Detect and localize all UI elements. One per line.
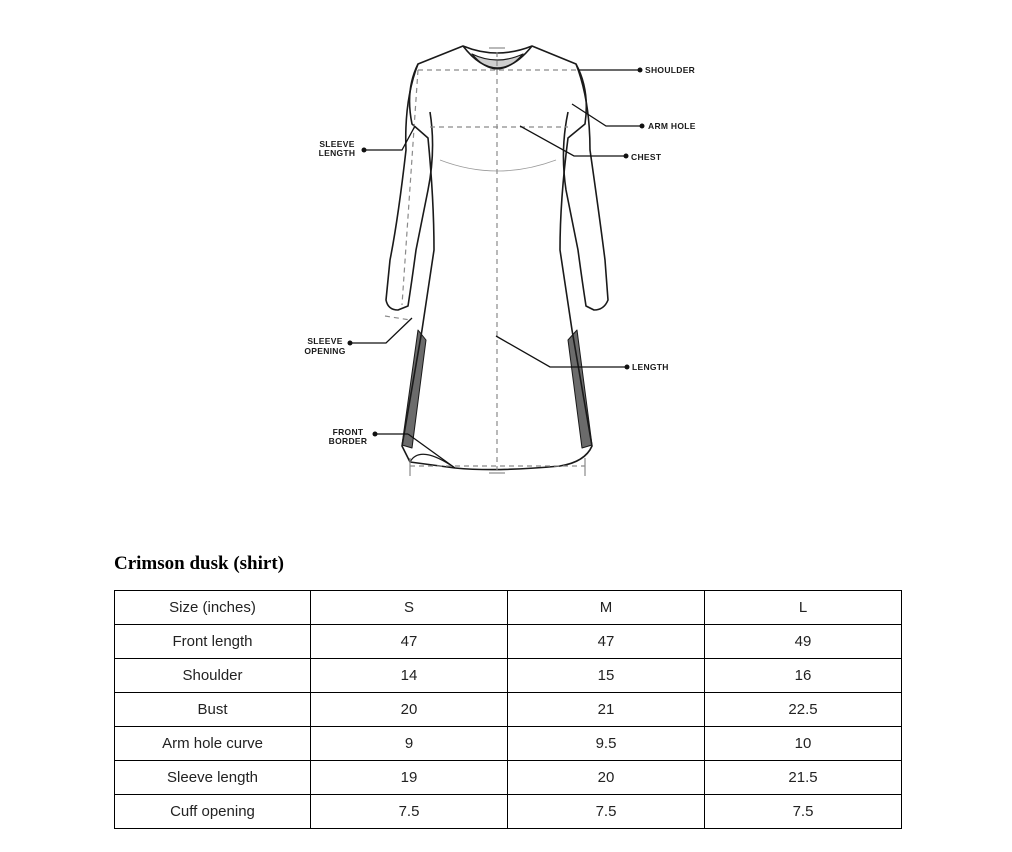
table-row xyxy=(115,693,902,727)
callout-sleeve-opening-line1: SLEEVE xyxy=(307,336,343,346)
row-label: Bust xyxy=(115,693,311,727)
table-row xyxy=(115,625,902,659)
waist-seam xyxy=(440,160,556,171)
table-cell: 10 xyxy=(705,727,902,761)
table-header-row xyxy=(115,591,902,625)
right-slit-shading xyxy=(568,330,592,448)
table-cell: 21 xyxy=(508,693,705,727)
row-label: Front length xyxy=(115,625,311,659)
row-label: Cuff opening xyxy=(115,795,311,829)
callout-sleeve-length-line1: SLEEVE xyxy=(319,139,355,149)
table-cell: 9 xyxy=(311,727,508,761)
table-row xyxy=(115,795,902,829)
size-chart-table xyxy=(114,590,902,829)
callout-sleeve-opening-line2: OPENING xyxy=(304,346,346,356)
table-row xyxy=(115,727,902,761)
callout-front-border-line2: BORDER xyxy=(328,436,368,446)
header-cell: S xyxy=(311,591,508,625)
table-cell: 20 xyxy=(508,761,705,795)
row-label: Arm hole curve xyxy=(115,727,311,761)
table-cell: 19 xyxy=(311,761,508,795)
table-cell: 15 xyxy=(508,659,705,693)
callout-arm-hole: ARM HOLE xyxy=(648,121,696,131)
table-cell: 9.5 xyxy=(508,727,705,761)
left-slit-shading xyxy=(402,330,426,448)
table-cell: 7.5 xyxy=(508,795,705,829)
table-row xyxy=(115,659,902,693)
table-cell: 47 xyxy=(311,625,508,659)
table-cell: 16 xyxy=(705,659,902,693)
table-cell: 20 xyxy=(311,693,508,727)
header-cell: M xyxy=(508,591,705,625)
table-cell: 7.5 xyxy=(311,795,508,829)
header-cell: L xyxy=(705,591,902,625)
table-cell: 22.5 xyxy=(705,693,902,727)
header-cell: Size (inches) xyxy=(115,591,311,625)
table-cell: 14 xyxy=(311,659,508,693)
size-chart-title: Crimson dusk (shirt) xyxy=(114,553,284,574)
callout-length: LENGTH xyxy=(632,362,669,372)
callout-leaders xyxy=(350,70,642,468)
row-label: Sleeve length xyxy=(115,761,311,795)
right-sleeve xyxy=(563,64,608,310)
table-cell: 7.5 xyxy=(705,795,902,829)
table-row xyxy=(115,761,902,795)
row-label: Shoulder xyxy=(115,659,311,693)
callout-sleeve-length-line2: LENGTH xyxy=(318,148,356,158)
callout-front-border-line1: FRONT xyxy=(332,427,364,437)
table-cell: 21.5 xyxy=(705,761,902,795)
table-cell: 49 xyxy=(705,625,902,659)
callout-chest: CHEST xyxy=(631,152,662,162)
table-cell: 47 xyxy=(508,625,705,659)
callout-shoulder: SHOULDER xyxy=(645,65,696,75)
